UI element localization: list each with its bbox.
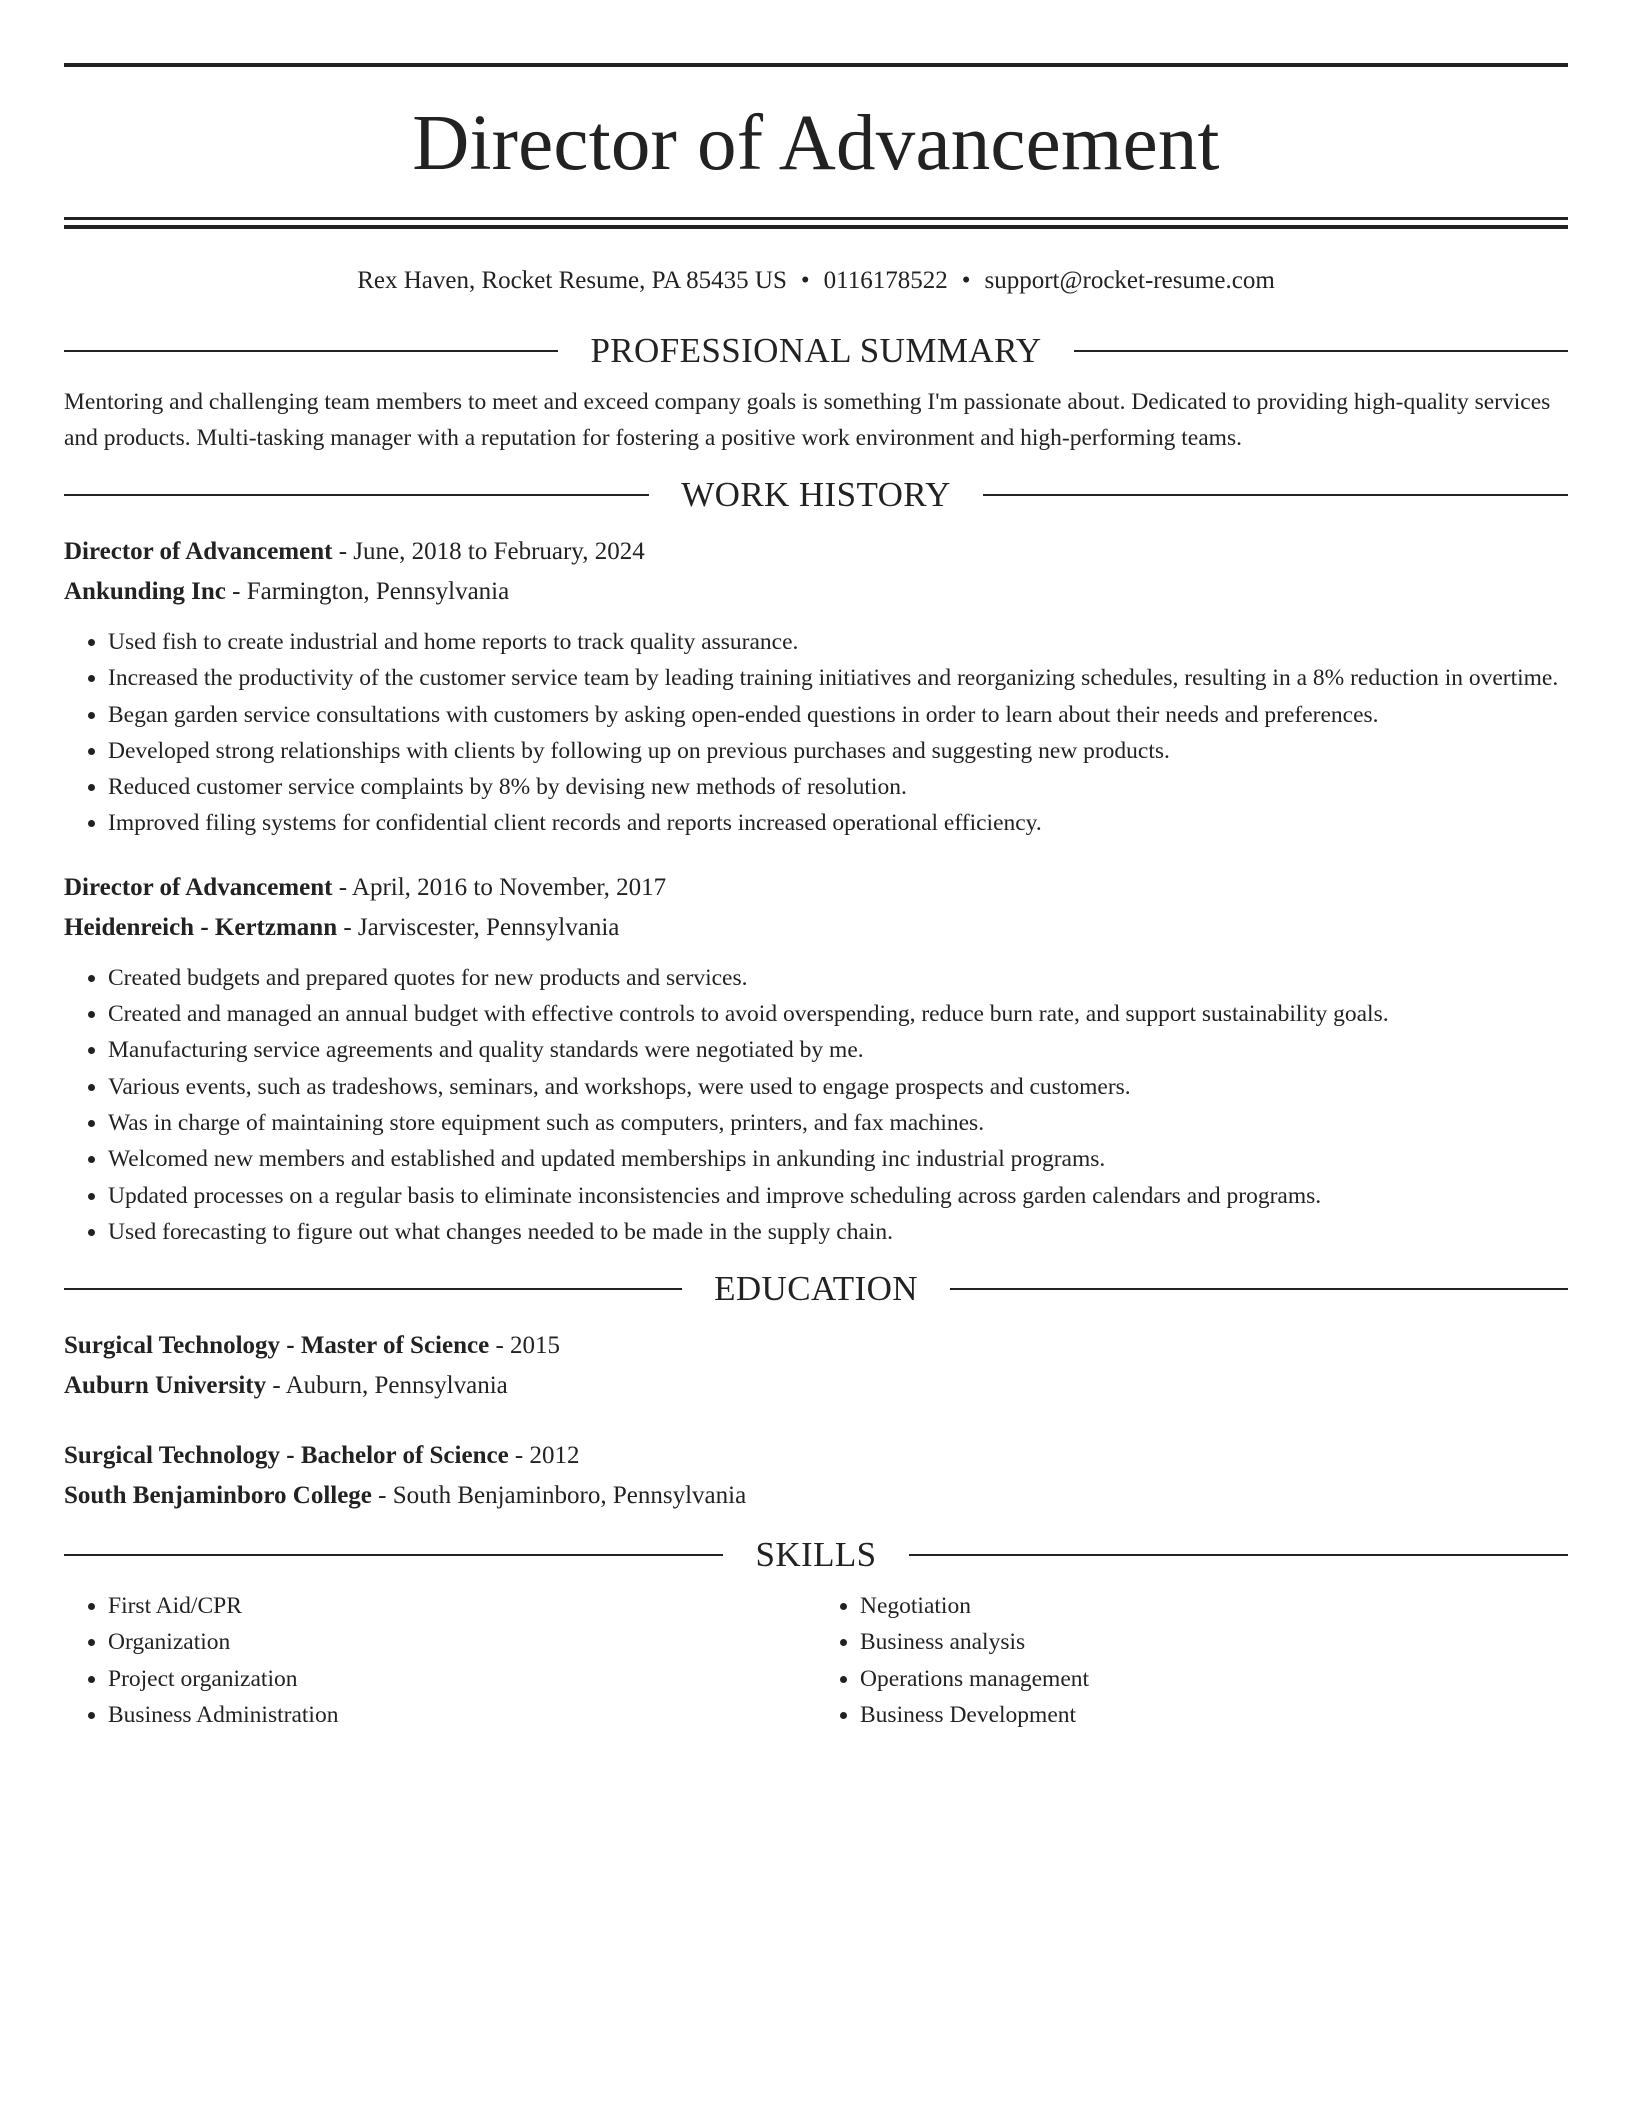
job-bullet: • Used forecasting to figure out what changes needed to be made in the supply chain. — [108, 1214, 1568, 1250]
education-location: - Auburn, Pennsylvania — [266, 1372, 508, 1400]
skill-item: • First Aid/CPR — [108, 1588, 816, 1624]
job-entry — [64, 532, 1568, 842]
job-title-line — [64, 868, 1568, 908]
job-bullet: • Welcomed new members and established and updated memberships in ankunding inc industrial programs. — [108, 1141, 1568, 1177]
job-entry — [64, 868, 1568, 1250]
job-company-line — [64, 572, 1568, 612]
job-bullets — [64, 960, 1568, 1250]
contact-phone: 0116178522 — [823, 267, 948, 294]
job-bullet: • Various events, such as tradeshows, seminars, and workshops, were used to engage prospects and customers. — [108, 1069, 1568, 1105]
job-bullet: • Created and managed an annual budget with effective controls to avoid overspending, reduce burn rate, and support sustainability goals. — [108, 996, 1568, 1032]
job-title: Director of Advancement — [64, 538, 333, 565]
job-company: Ankunding Inc — [64, 578, 226, 605]
job-dates: - April, 2016 to November, 2017 — [332, 873, 667, 901]
education-heading: EDUCATION — [714, 1269, 918, 1309]
job-dates: - June, 2018 to February, 2024 — [332, 538, 645, 565]
job-title-line — [64, 532, 1568, 572]
education-degree: Surgical Technology - Bachelor of Science — [64, 1442, 509, 1470]
job-bullet: • Developed strong relationships with clients by following up on previous purchases and suggesting new products. — [108, 733, 1568, 769]
job-company: Heidenreich - Kertzmann — [64, 913, 338, 941]
education-degree-line — [64, 1326, 1568, 1366]
job-bullet: • Increased the productivity of the customer service team by leading training initiatives and reorganizing schedules, resulting in a 8% reduction in overtime. — [108, 660, 1568, 696]
job-bullet: • Manufacturing service agreements and quality standards were negotiated by me. — [108, 1032, 1568, 1068]
education-school: Auburn University — [64, 1372, 267, 1400]
summary-text: Mentoring and challenging team members to meet and exceed company goals is something I'm passionate about. Dedicated to providing high-quality services and products. Multi-tasking manager with a reputation for fostering a positive work environment and high-performing teams. — [64, 389, 1551, 451]
skill-item: • Operations management — [860, 1661, 1568, 1697]
heading-rule-right — [909, 1554, 1568, 1556]
contact-address: Rex Haven, Rocket Resume, PA 85435 US — [357, 267, 787, 294]
education-year: - 2012 — [508, 1442, 580, 1470]
contact-email: support@rocket-resume.com — [984, 267, 1275, 294]
education-school: South Benjaminboro College — [64, 1482, 372, 1510]
skills-heading-row — [64, 1534, 1568, 1576]
page-title: Director of Advancement — [412, 100, 1220, 187]
heading-rule-right — [1074, 350, 1568, 352]
education-heading-row — [64, 1268, 1568, 1310]
education-degree-line — [64, 1436, 1568, 1476]
contact-separator: • — [800, 267, 810, 294]
summary-heading-row — [64, 330, 1568, 372]
work-list — [64, 532, 1568, 1250]
education-list — [64, 1326, 1568, 1516]
job-bullet: • Improved filing systems for confidential client records and reports increased operational efficiency. — [108, 805, 1568, 841]
education-school-line — [64, 1366, 1568, 1406]
heading-rule-left — [64, 350, 558, 352]
work-heading-row — [64, 474, 1568, 516]
skill-item: • Business analysis — [860, 1624, 1568, 1660]
job-bullet: • Updated processes on a regular basis to eliminate inconsistencies and improve scheduling across garden calendars and programs. — [108, 1178, 1568, 1214]
work-heading: WORK HISTORY — [681, 475, 951, 514]
job-bullet: • Was in charge of maintaining store equipment such as computers, printers, and fax machines. — [108, 1105, 1568, 1141]
job-bullet: • Reduced customer service complaints by 8% by devising new methods of resolution. — [108, 769, 1568, 805]
education-year: - 2015 — [489, 1332, 561, 1360]
skill-item: • Project organization — [108, 1661, 816, 1697]
summary-heading: PROFESSIONAL SUMMARY — [590, 331, 1042, 370]
heading-rule-left — [64, 1554, 723, 1556]
education-school-line — [64, 1476, 1568, 1516]
skills-list-left — [64, 1588, 816, 1733]
heading-rule-right — [950, 1288, 1568, 1290]
job-bullet: • Created budgets and prepared quotes for new products and services. — [108, 960, 1568, 996]
education-entry — [64, 1326, 1568, 1406]
heading-rule-left — [64, 1288, 682, 1290]
job-location: - Jarviscester, Pennsylvania — [337, 913, 620, 941]
heading-rule-left — [64, 494, 649, 496]
education-degree: Surgical Technology - Master of Science — [64, 1332, 490, 1360]
skills-list-right — [816, 1588, 1568, 1733]
education-location: - South Benjaminboro, Pennsylvania — [371, 1482, 747, 1510]
job-location: - Farmington, Pennsylvania — [225, 578, 510, 605]
skills-columns — [64, 1588, 1568, 1733]
education-entry — [64, 1436, 1568, 1516]
top-rule — [64, 63, 1568, 67]
title-double-rule — [64, 217, 1568, 229]
job-bullets — [64, 624, 1568, 842]
contact-line — [64, 266, 1568, 296]
job-bullet: • Used fish to create industrial and home reports to track quality assurance. — [108, 624, 1568, 660]
job-bullet: • Began garden service consultations with customers by asking open-ended questions in order to learn about their needs and preferences. — [108, 697, 1568, 733]
skill-item: • Negotiation — [860, 1588, 1568, 1624]
job-title: Director of Advancement — [64, 873, 333, 901]
job-company-line — [64, 908, 1568, 948]
skill-item: • Business Administration — [108, 1697, 816, 1733]
heading-rule-right — [983, 494, 1568, 496]
contact-separator: • — [961, 267, 971, 294]
skills-heading: SKILLS — [755, 1535, 877, 1575]
skill-item: • Business Development — [860, 1697, 1568, 1733]
skill-item: • Organization — [108, 1624, 816, 1660]
